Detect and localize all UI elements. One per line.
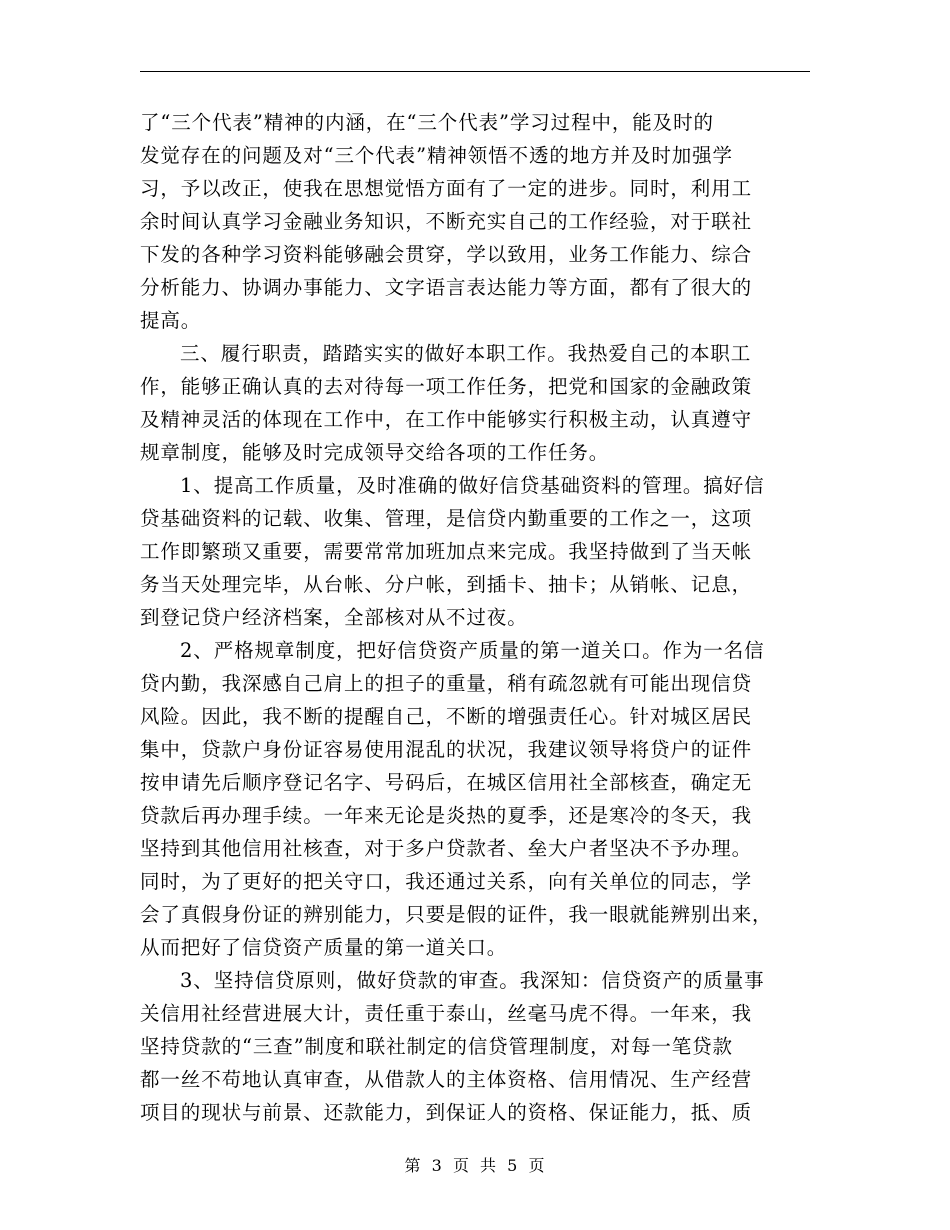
text-line: 3、坚持信贷原则，做好贷款的审查。我深知：信贷资产的质量事 [180,969,765,992]
text-line: 作，能够正确认真的去对待每一项工作任务，把党和国家的金融政策 [140,375,753,398]
text-line: 三、履行职责，踏踏实实的做好本职工作。我热爱自己的本职工 [180,342,752,365]
text-line: 提高。 [140,309,202,332]
text-line: 规章制度，能够及时完成领导交给各项的工作任务。 [140,441,610,464]
text-line: 关信用社经营进展大计，责任重于泰山，丝毫马虎不得。一年来，我 [140,1002,753,1025]
text-line: 分析能力、协调办事能力、文字语言表达能力等方面，都有了很大的 [140,276,753,299]
page-footer [0,1153,950,1176]
text-line: 习，予以改正，使我在思想觉悟方面有了一定的进步。同时，利用工 [140,177,753,200]
current-page-number: 3 [431,1156,443,1175]
text-line: 了“三个代表”精神的内涵，在“三个代表”学习过程中，能及时的 [140,111,714,134]
text-line: 2、严格规章制度，把好信贷资产质量的第一道关口。作为一名信 [180,639,765,662]
text-line: 贷款后再办理手续。一年来无论是炎热的夏季，还是寒冷的冬天，我 [140,804,753,827]
footer-prefix: 第 [404,1156,422,1175]
total-page-count: 5 [507,1156,519,1175]
text-line: 坚持贷款的“三查”制度和联社制定的信贷管理制度，对每一笔贷款 [140,1035,733,1058]
text-line: 风险。因此，我不断的提醒自己，不断的增强责任心。针对城区居民 [140,705,753,728]
text-line: 发觉存在的问题及对“三个代表”精神领悟不透的地方并及时加强学 [140,144,733,167]
text-line: 工作即繁琐又重要，需要常常加班加点来完成。我坚持做到了当天帐 [140,540,753,563]
header-rule [140,71,810,72]
text-line: 务当天处理完毕，从台帐、分户帐，到插卡、抽卡；从销帐、记息， [140,573,753,596]
text-line: 下发的各种学习资料能够融会贯穿，学以致用，业务工作能力、综合 [140,243,753,266]
footer-page-label: 页 [452,1156,470,1175]
text-line: 1、提高工作质量，及时准确的做好信贷基础资料的管理。搞好信 [180,474,765,497]
document-body [140,106,810,1129]
text-line: 贷基础资料的记载、收集、管理，是信贷内勤重要的工作之一，这项 [140,507,753,530]
text-line: 及精神灵活的体现在工作中，在工作中能够实行积极主动，认真遵守 [140,408,753,431]
text-line: 到登记贷户经济档案，全部核对从不过夜。 [140,606,528,629]
text-line: 项目的现状与前景、还款能力，到保证人的资格、保证能力，抵、质 [140,1101,753,1124]
text-line: 从而把好了信贷资产质量的第一道关口。 [140,936,508,959]
footer-suffix: 页 [528,1156,546,1175]
text-line: 都一丝不苟地认真审查，从借款人的主体资格、信用情况、生产经营 [140,1068,753,1091]
footer-total-label: 共 [480,1156,498,1175]
text-line: 余时间认真学习金融业务知识，不断充实自己的工作经验，对于联社 [140,210,753,233]
text-line: 集中，贷款户身份证容易使用混乱的状况，我建议领导将贷户的证件 [140,738,753,761]
text-line: 贷内勤，我深感自己肩上的担子的重量，稍有疏忽就有可能出现信贷 [140,672,753,695]
text-line: 会了真假身份证的辨别能力，只要是假的证件，我一眼就能辨别出来， [140,903,773,926]
text-line: 按申请先后顺序登记名字、号码后，在城区信用社全部核查，确定无 [140,771,753,794]
text-line: 同时，为了更好的把关守口，我还通过关系，向有关单位的同志，学 [140,870,753,893]
text-line: 坚持到其他信用社核查，对于多户贷款者、垒大户者坚决不予办理。 [140,837,753,860]
